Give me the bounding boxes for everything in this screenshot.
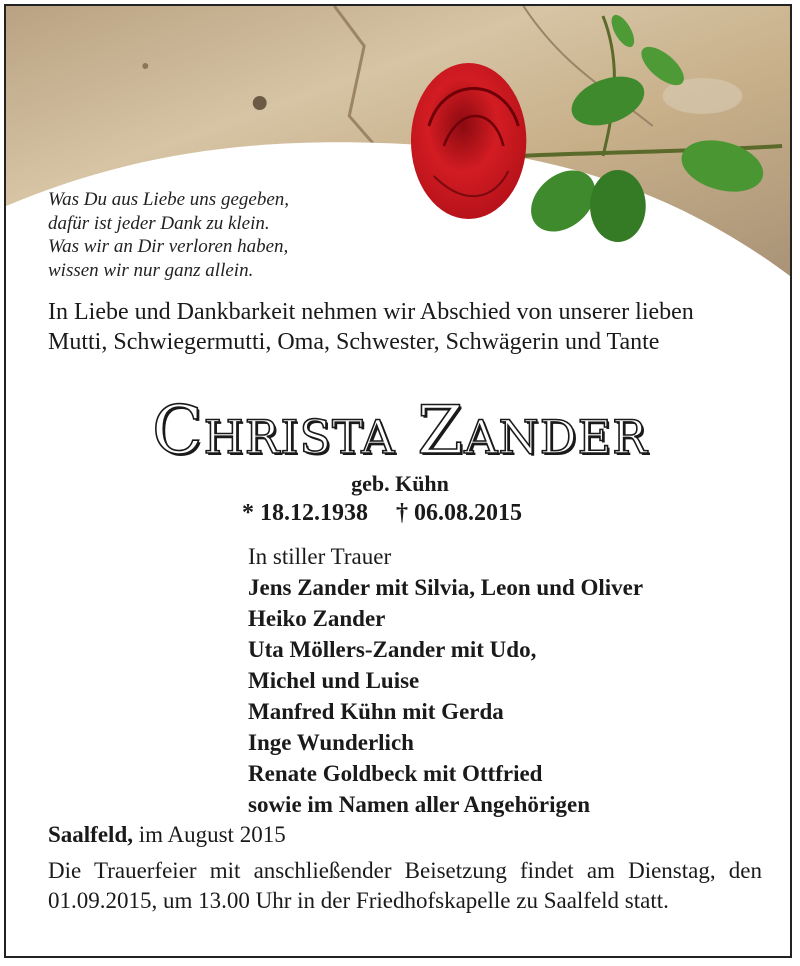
verse-line: dafür ist jeder Dank zu klein. <box>48 212 270 234</box>
place-city: Saalfeld, <box>48 822 133 847</box>
verse-line: Was Du aus Liebe uns gegeben, <box>48 189 289 210</box>
mourner-name: Inge Wunderlich <box>248 730 414 755</box>
memorial-verse <box>48 188 289 282</box>
funeral-service-info: Die Trauerfeier mit anschließender Beisetzung findet am Dienstag, den 01.09.2015, um 13.00 Uhr in der Friedhofskapelle zu Saalfeld statt. <box>48 858 762 913</box>
mourner-name: Michel und Luise <box>248 668 420 693</box>
place-date <box>48 822 286 848</box>
death-date: † 06.08.2015 <box>396 500 522 526</box>
birth-name: geb. Kühn <box>351 471 449 496</box>
mourners-heading: In stiller Trauer <box>248 544 392 569</box>
mourner-name: Heiko Zander <box>248 606 386 631</box>
mourner-name: Renate Goldbeck mit Ottfried <box>248 761 543 786</box>
mourners-list <box>248 541 643 820</box>
farewell-intro: In Liebe und Dankbarkeit nehmen wir Abschied von unserer lieben Mutti, Schwiegermutti, Oma, Schwester, Schwägerin und Tante <box>48 299 694 355</box>
mourner-name: sowie im Namen aller Angehörigen <box>248 792 590 817</box>
mourner-name: Jens Zander mit Silvia, Leon und Oliver <box>248 575 644 600</box>
obituary-notice <box>4 4 792 958</box>
deceased-name: Christa Zander <box>152 392 648 469</box>
verse-line: wissen wir nur ganz allein. <box>48 259 254 281</box>
mourner-name: Manfred Kühn mit Gerda <box>248 699 504 724</box>
mourner-name: Uta Möllers-Zander mit Udo, <box>248 637 537 662</box>
notice-date: im August 2015 <box>138 822 286 847</box>
life-dates <box>242 500 522 527</box>
verse-line: Was wir an Dir verloren haben, <box>48 236 289 257</box>
birth-date: * 18.12.1938 <box>242 500 368 526</box>
